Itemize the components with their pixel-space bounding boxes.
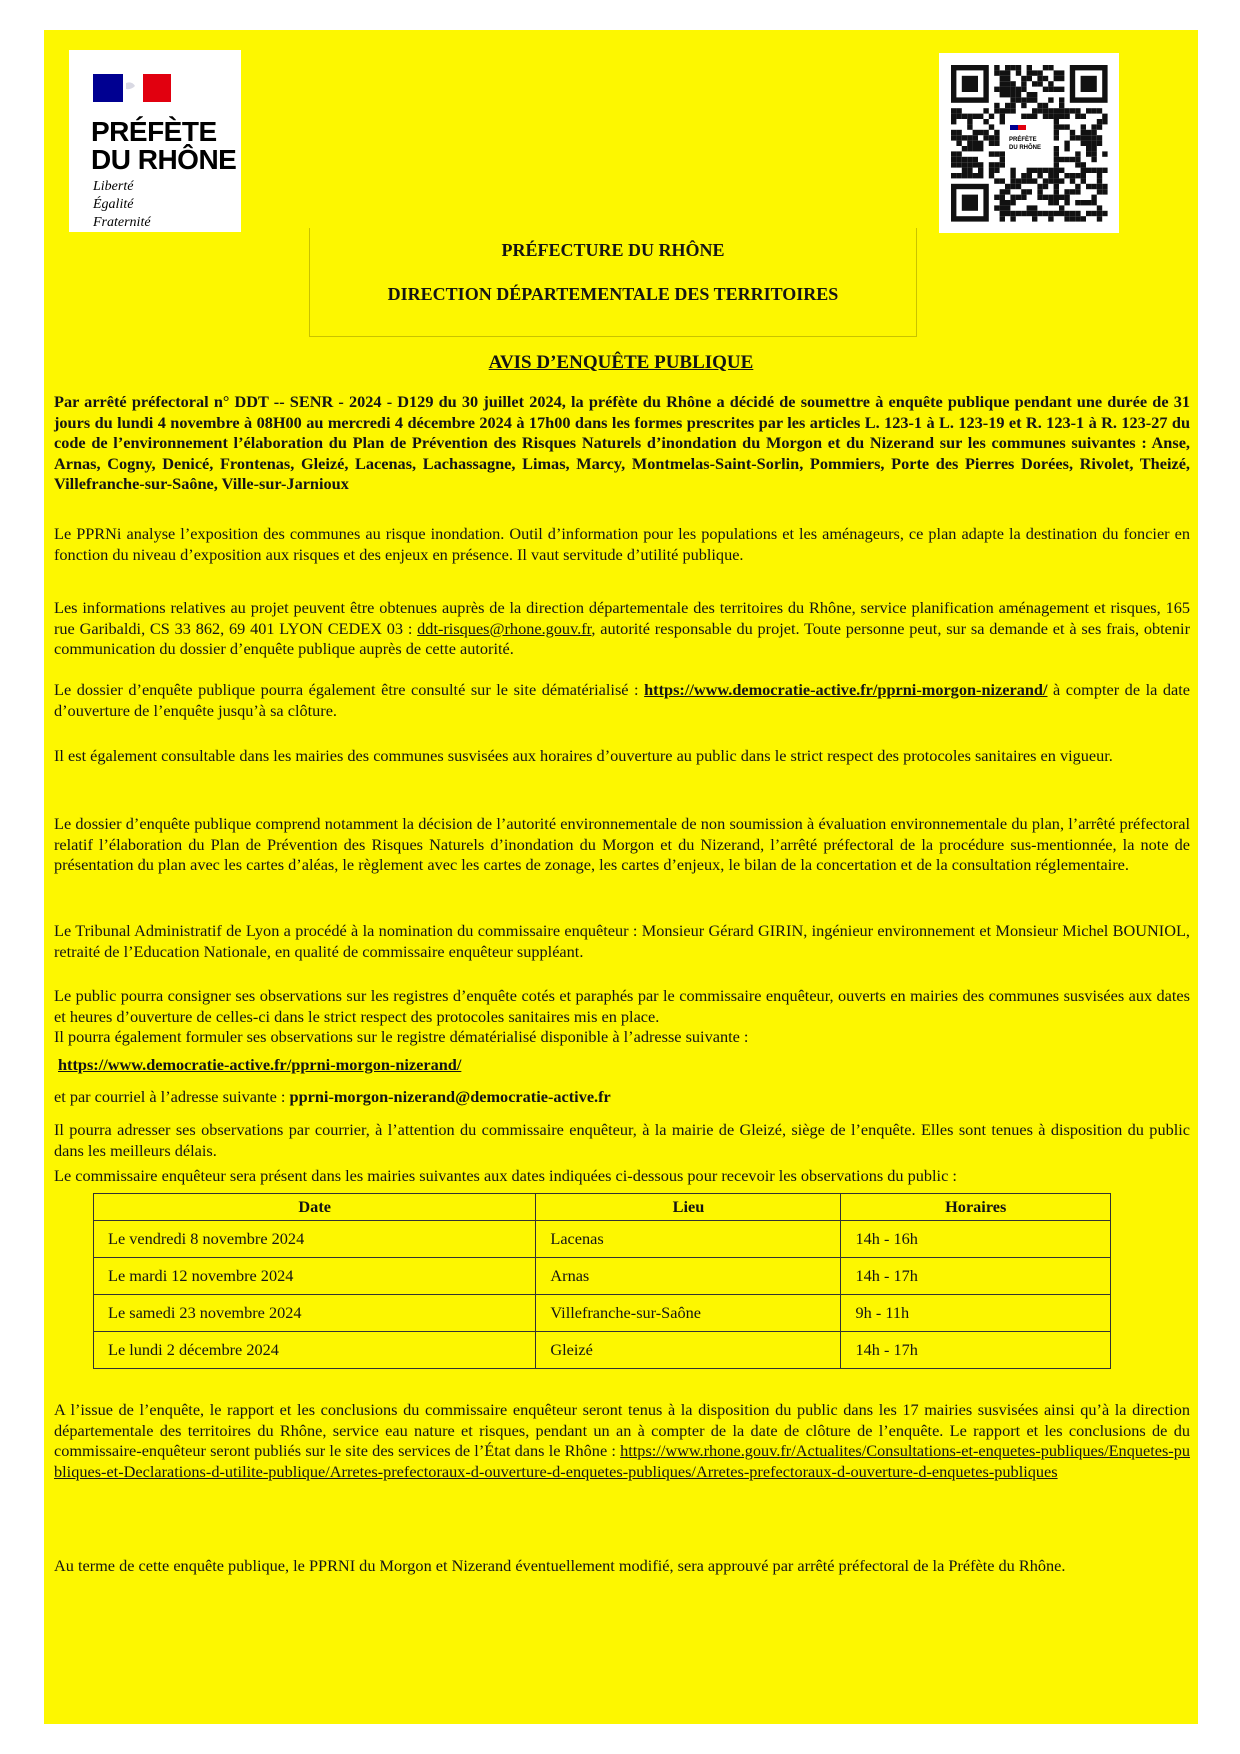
cell-date: Le lundi 2 décembre 2024 bbox=[94, 1332, 536, 1369]
table-row bbox=[94, 1221, 1111, 1258]
svg-text:PRÉFÈTE: PRÉFÈTE bbox=[1009, 137, 1037, 143]
cell-horaires: 14h - 16h bbox=[841, 1221, 1111, 1258]
cell-date: Le mardi 12 novembre 2024 bbox=[94, 1258, 536, 1295]
public-paragraph bbox=[54, 986, 1190, 1048]
header-box bbox=[309, 228, 917, 337]
rhone-gouv-link[interactable]: https://www.rhone.gouv.fr/Actualites/Consultations-et-enquetes-publiques/Enquetes-publiques-et-Declarations-d-utilite-publique/Arretes-prefectoraux-d-ouverture-d-enquetes-publiques/Arretes-prefectoraux-d-ouverture-d-enquetes-publiques bbox=[54, 1441, 1190, 1481]
cell-horaires: 9h - 11h bbox=[841, 1295, 1111, 1332]
table-row bbox=[94, 1332, 1111, 1369]
table-row bbox=[94, 1258, 1111, 1295]
cell-horaires: 14h - 17h bbox=[841, 1258, 1111, 1295]
cell-lieu: Villefranche-sur-Saône bbox=[536, 1295, 841, 1332]
logo-line-1: PRÉFÈTE bbox=[91, 116, 217, 147]
issue-text: A l’issue de l’enquête, le rapport et les conclusions du commissaire enquêteur seront tenus à la disposition du public dans les 17 mairies susvisées ainsi qu’à la direction départementale des territoires du Rhône, service eau nature et risques, pendant un an à compter de la date de clôture de l’enquête. Le rapport et les conclusions de du commissaire-enquêteur seront publiés sur le site des services de l’État dans le Rhône : bbox=[54, 1400, 1190, 1460]
prefecture-logo bbox=[69, 50, 241, 232]
cell-lieu: Arnas bbox=[536, 1258, 841, 1295]
tribunal-paragraph: Le Tribunal Administratif de Lyon a procédé à la nomination du commissaire enquêteur : Monsieur Gérard GIRIN, ingénieur environnement et Monsieur Michel BOUNIOL, retraité de l’Education Nationale, en qualité de commissaire enquêteur suppléant. bbox=[54, 921, 1190, 961]
header-direction: DIRECTION DÉPARTEMENTALE DES TERRITOIRES bbox=[387, 284, 839, 304]
intro-paragraph: Par arrêté préfectoral n° DDT -- SENR - 2024 - D129 du 30 juillet 2024, la préfète du Rhône a décidé de soumettre à enquête publique pendant une durée de 31 jours du lundi 4 novembre à 08H00 au mercredi 4 décembre 2024 à 17h00 dans les formes prescrites par les articles L. 123-1 à L. 123-19 et R. 123-1 à R. 123-27 du code de l’environnement l’élaboration du Plan de Prévention des Risques Naturels d’inondation du Morgon et du Nizerand sur les communes suivantes : Anse, Arnas, Cogny, Denicé, Frontenas, Gleizé, Lacenas, Lachassagne, Limas, Marcy, Montmelas-Saint-Sorlin, Pommiers, Porte des Pierres Dorées, Rivolet, Theizé, Villefranche-sur-Saône, Ville-sur-Jarnioux bbox=[54, 392, 1190, 493]
marianne-flag-icon bbox=[93, 74, 171, 102]
header-lieu: Lieu bbox=[536, 1194, 841, 1221]
motto-fraternite: Fraternité bbox=[93, 215, 151, 230]
cell-lieu: Lacenas bbox=[536, 1221, 841, 1258]
site-text-end: à compter de la date d’ouverture de l’enquête jusqu’à sa clôture. bbox=[54, 680, 1190, 720]
cell-horaires: 14h - 17h bbox=[841, 1332, 1111, 1369]
mairies-paragraph: Il est également consultable dans les mairies des communes susvisées aux horaires d’ouverture au public dans le strict respect des protocoles sanitaires en vigueur. bbox=[54, 746, 1113, 765]
header-horaires: Horaires bbox=[841, 1194, 1111, 1221]
cell-date: Le vendredi 8 novembre 2024 bbox=[94, 1221, 536, 1258]
notice-poster bbox=[44, 30, 1198, 1724]
courriel-email-link[interactable]: pprni-morgon-nizerand@democratie-active.fr bbox=[289, 1087, 611, 1106]
cell-date: Le samedi 23 novembre 2024 bbox=[94, 1295, 536, 1332]
info-text-end: , autorité responsable du projet. Toute personne peut, sur sa demande et à ses frais, obtenir communication du dossier d’enquête publique auprès de cette autorité. bbox=[54, 618, 1190, 658]
info-text: Les informations relatives au projet peuvent être obtenues auprès de la direction départementale des territoires du Rhône, service planification aménagement et risques, 165 rue Garibaldi, CS 33 862, 69 401 LYON CEDEX 03 : bbox=[54, 598, 1190, 638]
cell-lieu: Gleizé bbox=[536, 1332, 841, 1369]
registre-text: Il pourra également formuler ses observations sur le registre dématérialisé disponible à l’adresse suivante : bbox=[54, 1027, 749, 1046]
logo-line-2: DU RHÔNE bbox=[91, 144, 237, 175]
final-paragraph: Au terme de cette enquête publique, le PPRNI du Morgon et Nizerand éventuellement modifié, sera approuvé par arrêté préfectoral de la Préfète du Rhône. bbox=[54, 1556, 1066, 1575]
courriel-paragraph bbox=[54, 1087, 1190, 1108]
courrier-paragraph: Il pourra adresser ses observations par courrier, à l’attention du commissaire enquêteur, à la mairie de Gleizé, siège de l’enquête. Elles sont tenues à disposition du public dans les meilleurs délais. bbox=[54, 1120, 1190, 1160]
qr-code-icon[interactable] bbox=[939, 53, 1119, 233]
pprni-paragraph: Le PPRNi analyse l’exposition des communes au risque inondation. Outil d’information pour les populations et les aménageurs, ce plan adapte la destination du foncier en fonction du niveau d’exposition aux risques et des enjeux en présence. Il vaut servitude d’utilité publique. bbox=[54, 524, 1190, 564]
registre-link[interactable]: https://www.democratie-active.fr/pprni-morgon-nizerand/ bbox=[58, 1055, 462, 1074]
site-text: Le dossier d’enquête publique pourra également être consulté sur le site dématérialisé : bbox=[54, 680, 645, 699]
header-date: Date bbox=[94, 1194, 536, 1221]
table-row bbox=[94, 1295, 1111, 1332]
registre-url-paragraph bbox=[58, 1055, 1194, 1076]
notice-title: AVIS D’ENQUÊTE PUBLIQUE bbox=[488, 352, 754, 373]
motto-liberte: Liberté bbox=[93, 179, 134, 194]
dossier-paragraph: Le dossier d’enquête publique comprend notamment la décision de l’autorité environnementale de non soumission à évaluation environnementale du plan, l’arrêté préfectoral relatif l’élaboration du Plan de Prévention des Risques Naturels d’inondation du Morgon et du Nizerand, l’arrêté préfectoral de la procédure sus-mentionnée, la note de présentation du plan avec les cartes d’aléas, le règlement avec les cartes de zonage, les cartes d’enjeux, le bilan de la concertation et de la consultation réglementaire. bbox=[54, 814, 1190, 874]
schedule-table bbox=[93, 1193, 1111, 1369]
courriel-text: et par courriel à l’adresse suivante : bbox=[54, 1087, 290, 1106]
public-text: Le public pourra consigner ses observations sur les registres d’enquête cotés et paraphés par le commissaire enquêteur, ouverts en mairies des communes susvisées aux dates et heures d’ouverture de celles-ci dans le strict respect des protocoles sanitaires mis en place. bbox=[54, 986, 1190, 1026]
motto-egalite: Égalité bbox=[93, 197, 134, 212]
ddt-email-link[interactable]: ddt-risques@rhone.gouv.fr bbox=[417, 618, 592, 638]
header-prefecture: PRÉFECTURE DU RHÔNE bbox=[501, 240, 725, 260]
democratie-active-link[interactable]: https://www.democratie-active.fr/pprni-morgon-nizerand/ bbox=[644, 680, 1048, 699]
table-header-row bbox=[94, 1194, 1111, 1221]
issue-paragraph bbox=[54, 1400, 1190, 1482]
info-paragraph bbox=[54, 598, 1190, 660]
table-intro-paragraph: Le commissaire enquêteur sera présent dans les mairies suivantes aux dates indiquées ci-dessous pour recevoir les observations du public : bbox=[54, 1166, 957, 1185]
site-paragraph bbox=[54, 680, 1190, 721]
svg-text:DU RHÔNE: DU RHÔNE bbox=[1009, 145, 1042, 151]
